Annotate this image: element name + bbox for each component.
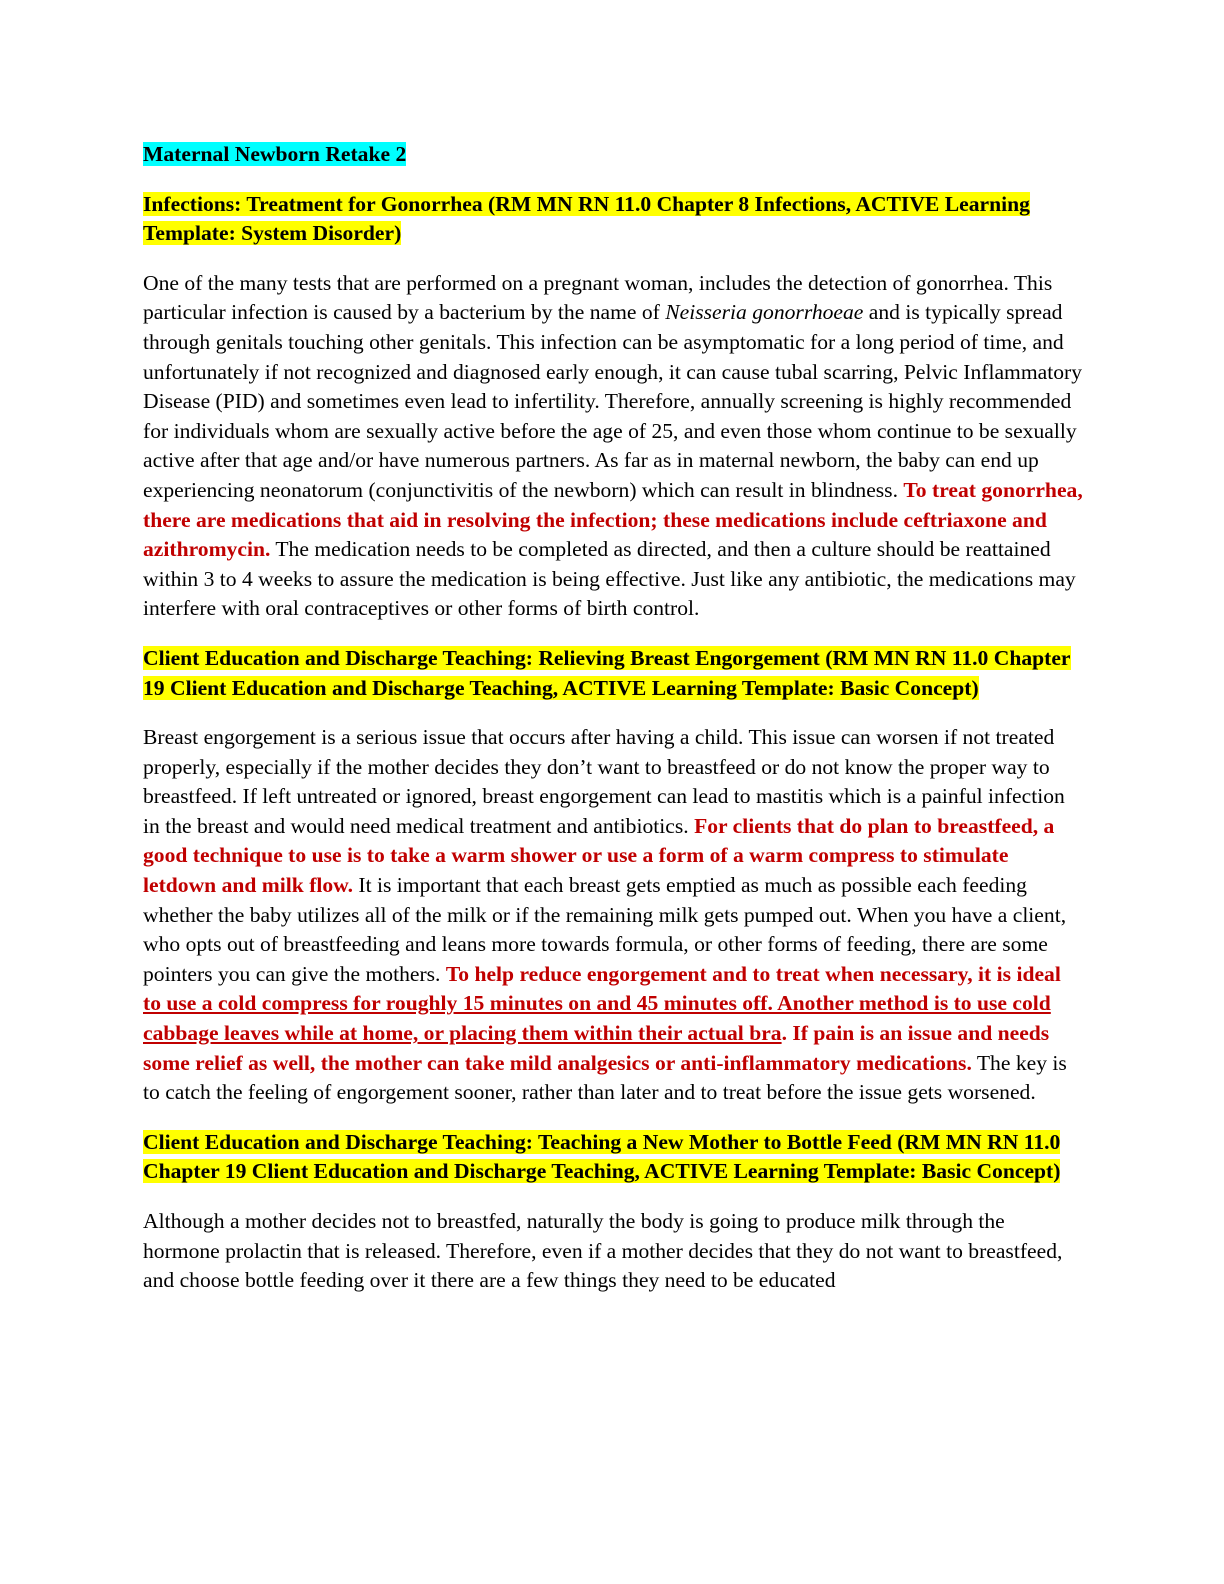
document-page <box>143 140 1083 1316</box>
section-heading-bottle-feed <box>143 1128 1083 1187</box>
section-body-gonorrhea <box>143 269 1083 624</box>
emphasis-text: To help reduce engorgement and to treat when necessary, it is ideal <box>445 961 1061 986</box>
body-text: and is typically spread through genitals touching other genitals. This infection can be asymptomatic for a long period of time, and unfortunately if not recognized and diagnosed early enough, it can cause tubal scarring, Pelvic Inflammatory Disease (PID) and sometimes even lead to infertility. Therefore, annually screening is highly recommended for individuals whom are sexually active before the age of 25, and even those whom continue to be sexually active after that age and/or have numerous partners. As far as in maternal newborn, the baby can end up experiencing neonatorum (conjunctivitis of the newborn) which can result in blindness. <box>143 300 1083 502</box>
section-heading-engorgement-text: Client Education and Discharge Teaching: Relieving Breast Engorgement (RM MN RN 11.0 Chapter 19 Client Education and Discharge Teaching, ACTIVE Learning Template: Basic Concept) <box>143 645 1071 700</box>
emphasis-underlined-text: to use a cold compress for roughly 15 minutes on and 45 minutes off. Another method is to use cold cabbage leaves while at home, or placing them within their actual bra <box>143 991 1051 1046</box>
section-heading-bottle-feed-text: Client Education and Discharge Teaching: Teaching a New Mother to Bottle Feed (RM MN RN 11.0 Chapter 19 Client Education and Discharge Teaching, ACTIVE Learning Template: Basic Concept) <box>143 1129 1061 1184</box>
emphasis-text: To treat gonorrhea, there are medications that aid in resolving the infection; these medications include ceftriaxone and azithromycin. <box>143 477 1083 562</box>
italic-term: Neisseria gonorrhoeae <box>665 300 864 325</box>
body-text: The medication needs to be completed as directed, and then a culture should be reattained within 3 to 4 weeks to assure the medication is being effective. Just like any antibiotic, the medications may interfere with oral contraceptives or other forms of birth control. <box>143 537 1076 621</box>
document-title-text: Maternal Newborn Retake 2 <box>143 142 407 166</box>
body-text: Breast engorgement is a serious issue that occurs after having a child. This issue can worsen if not treated properly, especially if the mother decides they don’t want to breastfeed or do not know the proper way to breastfeed. If left untreated or ignored, breast engorgement can lead to mastitis which is a painful infection in the breast and would need medical treatment and antibiotics. <box>143 725 1065 838</box>
body-text: One of the many tests that are performed on a pregnant woman, includes the detection of gonorrhea. This particular infection is caused by a bacterium by the name of <box>143 270 1053 325</box>
body-text: It is important that each breast gets emptied as much as possible each feeding whether the baby utilizes all of the milk or if the remaining milk gets pumped out. When you have a client, who opts out of breastfeeding and leans more towards formula, or other forms of feeding, there are some pointers you can give the mothers. <box>143 873 1067 986</box>
body-text: Although a mother decides not to breastfed, naturally the body is going to produce milk through the hormone prolactin that is released. Therefore, even if a mother decides that they do not want to breastfeed, and choose bottle feeding over it there are a few things they need to be educated <box>143 1209 1063 1293</box>
section-body-engorgement <box>143 723 1083 1108</box>
section-heading-gonorrhea-text: Infections: Treatment for Gonorrhea (RM MN RN 11.0 Chapter 8 Infections, ACTIVE Learning Template: System Disorder) <box>143 191 1030 246</box>
body-text: The key is to catch the feeling of engorgement sooner, rather than later and to treat before the issue gets worsened. <box>143 1050 1067 1105</box>
section-heading-gonorrhea <box>143 190 1083 249</box>
section-body-bottle-feed <box>143 1207 1083 1296</box>
emphasis-text: For clients that do plan to breastfeed, a good technique to use is to take a warm shower or use a form of a warm compress to stimulate letdown and milk flow. <box>143 813 1055 898</box>
document-title <box>143 140 1083 170</box>
section-heading-engorgement <box>143 644 1083 703</box>
emphasis-text: . If pain is an issue and needs some relief as well, the mother can take mild analgesics or anti-inflammatory medications. <box>143 1021 1050 1075</box>
